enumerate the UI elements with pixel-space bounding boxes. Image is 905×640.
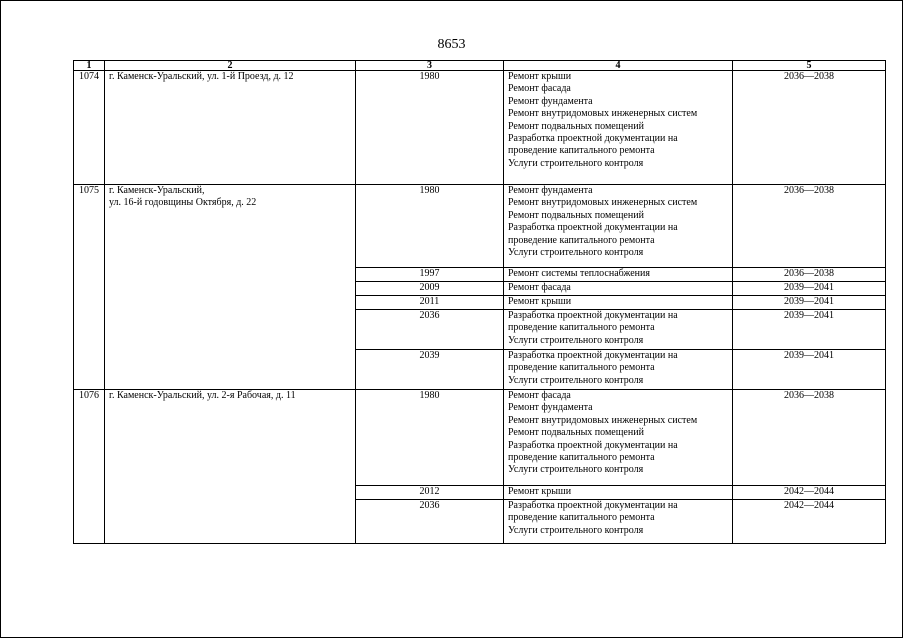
work-item: проведение капитального ремонта [508,452,655,464]
entry-number: 1074 [74,71,105,185]
work-item: Разработка проектной документации на [508,310,678,321]
repair-period: 2039—2041 [733,282,886,296]
commissioning-year: 2036 [356,310,504,350]
entry-number: 1076 [74,390,105,544]
work-item: Ремонт подвальных помещений [508,427,644,439]
work-item: проведение капитального ремонта [508,234,655,246]
table-body [74,71,886,544]
address-line: г. Каменск-Уральский, ул. 1-й Проезд, д. 12 [109,71,294,82]
commissioning-year: 2036 [356,500,504,544]
repair-period: 2036—2038 [733,185,886,268]
work-item: Разработка проектной документации на [508,500,678,511]
work-item: Услуги строительного контроля [508,157,644,169]
table-row [74,185,886,268]
work-item: Разработка проектной документации на [508,222,678,234]
column-header-2: 2 [105,61,356,71]
works-list [504,71,733,185]
commissioning-year: 1980 [356,71,504,185]
works-list [504,390,733,486]
address-line: ул. 16-й годовщины Октября, д. 22 [109,197,257,209]
repair-period: 2039—2041 [733,296,886,310]
work-item: проведение капитального ремонта [508,322,655,334]
works-list [504,296,733,310]
address-line: г. Каменск-Уральский, [109,185,205,196]
works-list [504,500,733,544]
repair-period: 2042—2044 [733,500,886,544]
work-item: Ремонт фундамента [508,95,593,107]
repair-period: 2036—2038 [733,268,886,282]
column-header-1: 1 [74,61,105,71]
work-item: Ремонт крыши [508,486,572,497]
commissioning-year: 2039 [356,350,504,390]
entry-number: 1075 [74,185,105,390]
table-header [74,61,886,71]
work-item: Ремонт фасада [508,390,571,401]
works-list [504,310,733,350]
work-item: проведение капитального ремонта [508,512,655,524]
work-item: Ремонт подвальных помещений [508,120,644,132]
work-item: Ремонт внутридомовых инженерных систем [508,108,698,120]
works-list [504,282,733,296]
commissioning-year: 1980 [356,390,504,486]
work-item: Ремонт фасада [508,83,571,95]
entry-address [105,390,356,544]
table-row [74,390,886,486]
repair-period: 2039—2041 [733,310,886,350]
repair-period: 2042—2044 [733,486,886,500]
repair-period: 2039—2041 [733,350,886,390]
commissioning-year: 2012 [356,486,504,500]
commissioning-year: 1997 [356,268,504,282]
overhaul-schedule-table [73,60,886,544]
work-item: Ремонт фундамента [508,402,593,414]
repair-period: 2036—2038 [733,390,886,486]
work-item: Ремонт крыши [508,296,572,307]
table-row [74,71,886,185]
entry-address [105,185,356,390]
page-number: 8653 [437,37,466,52]
address-line: г. Каменск-Уральский, ул. 2-я Рабочая, д. 11 [109,390,296,401]
work-item: Услуги строительного контроля [508,334,644,346]
works-list [504,185,733,268]
works-list [504,268,733,282]
work-item: проведение капитального ремонта [508,362,655,374]
header-row [74,61,886,71]
commissioning-year: 2011 [356,296,504,310]
column-header-5: 5 [733,61,886,71]
commissioning-year: 2009 [356,282,504,296]
works-list [504,486,733,500]
work-item: Ремонт системы теплоснабжения [508,268,650,279]
work-item: Услуги строительного контроля [508,374,644,386]
work-item: Разработка проектной документации на [508,439,678,451]
work-item: Разработка проектной документации на [508,133,678,145]
work-item: Разработка проектной документации на [508,350,678,361]
entry-address [105,71,356,185]
work-item: Услуги строительного контроля [508,247,644,259]
work-item: Ремонт фасада [508,282,571,293]
work-item: Ремонт внутридомовых инженерных систем [508,414,698,426]
column-header-3: 3 [356,61,504,71]
work-item: Ремонт подвальных помещений [508,209,644,221]
work-item: Услуги строительного контроля [508,464,644,476]
work-item: проведение капитального ремонта [508,145,655,157]
work-item: Ремонт фундамента [508,185,593,196]
commissioning-year: 1980 [356,185,504,268]
column-header-4: 4 [504,61,733,71]
work-item: Услуги строительного контроля [508,524,644,536]
work-item: Ремонт крыши [508,71,572,82]
works-list [504,350,733,390]
work-item: Ремонт внутридомовых инженерных систем [508,197,698,209]
repair-period: 2036—2038 [733,71,886,185]
